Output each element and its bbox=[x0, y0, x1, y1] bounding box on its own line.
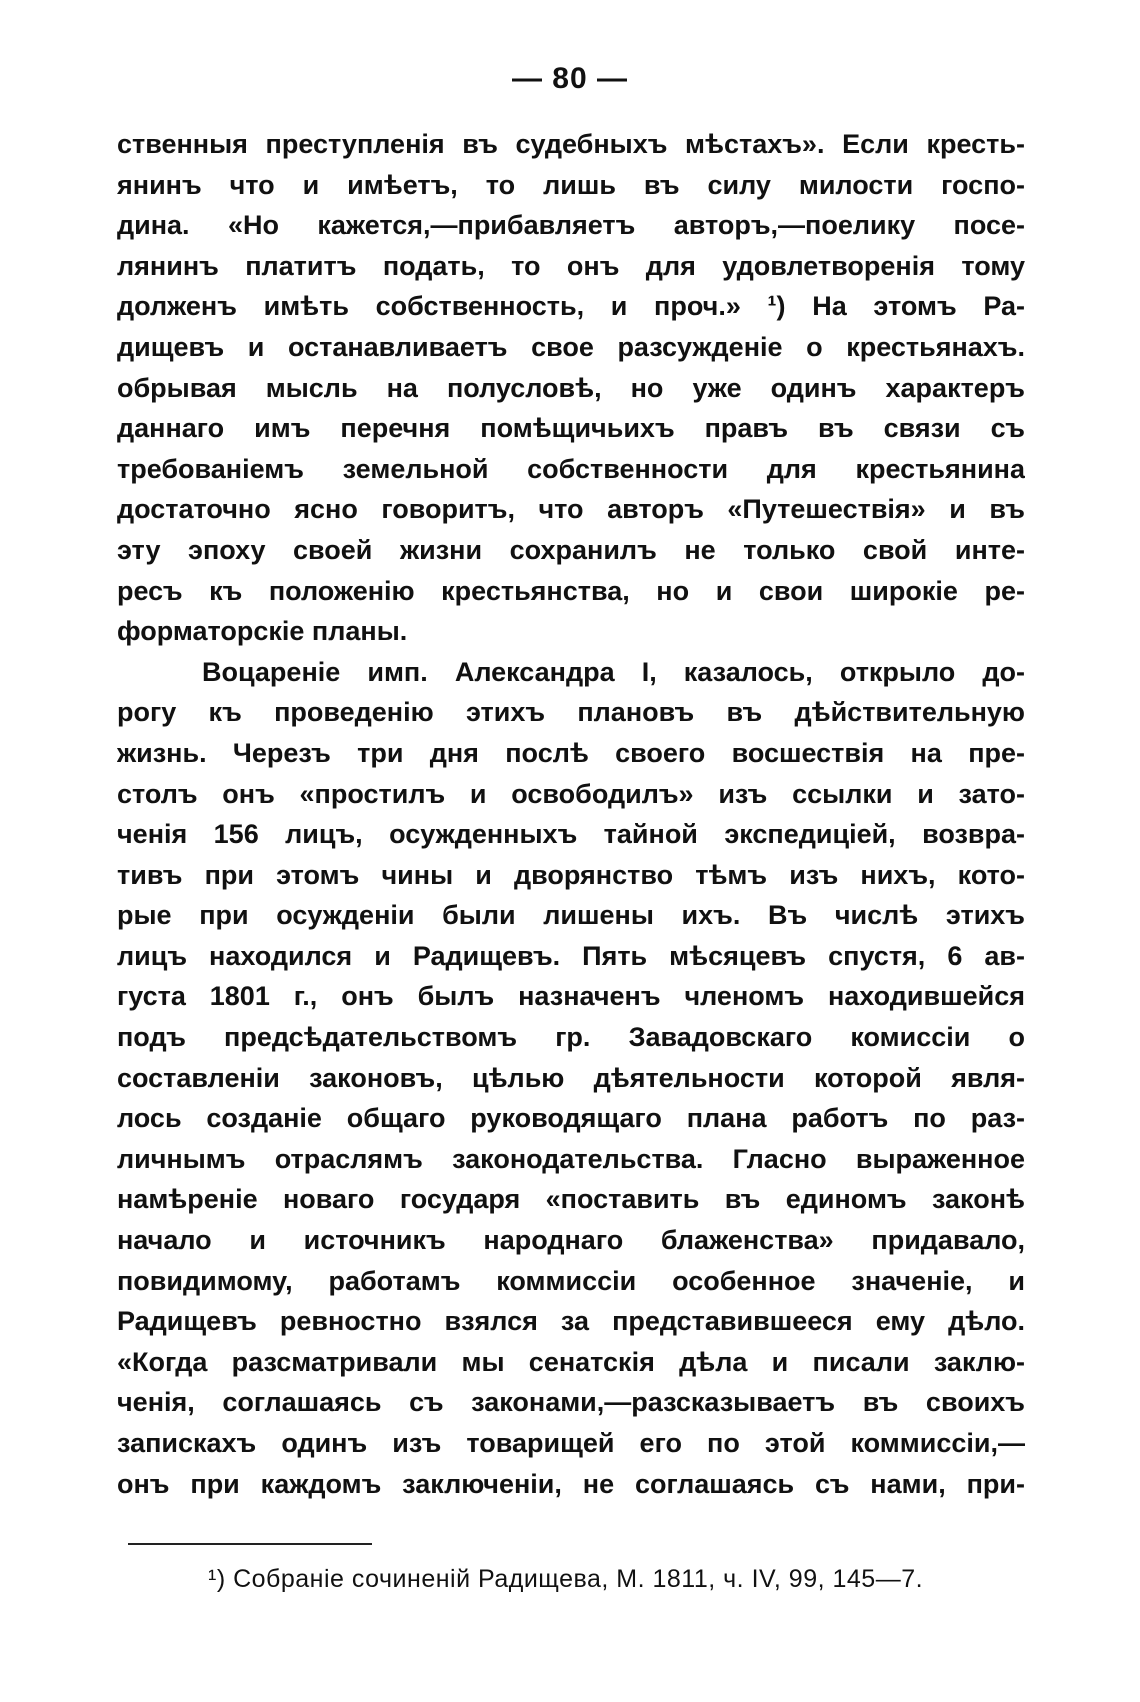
text-line: жизнь. Черезъ три дня послѣ своего восшествія на пре- bbox=[117, 737, 1025, 768]
text-line: ресъ къ положенію крестьянства, но и свои широкіе ре- bbox=[117, 575, 1025, 606]
text-line: густа 1801 г., онъ былъ назначенъ членомъ находившейся bbox=[117, 981, 1025, 1012]
text-line: лянинъ платитъ подать, то онъ для удовлетворенія тому bbox=[117, 250, 1025, 281]
text-line: подъ предсѣдательствомъ гр. Завадовскаго комиссіи о bbox=[117, 1022, 1025, 1053]
text-line: дищевъ и останавливаетъ свое разсужденіе о крестьянахъ. bbox=[117, 331, 1025, 362]
text-line: янинъ что и имѣетъ, то лишь въ силу милости госпо- bbox=[117, 169, 1025, 200]
text-line: онъ при каждомъ заключеніи, не соглашаясь съ нами, при- bbox=[117, 1468, 1025, 1499]
text-line: рогу къ проведенію этихъ плановъ въ дѣйствительную bbox=[117, 697, 1025, 728]
text-line: лось созданіе общаго руководящаго плана работъ по раз- bbox=[117, 1103, 1025, 1134]
text-line: личнымъ отраслямъ законодательства. Гласно выраженное bbox=[117, 1143, 1025, 1174]
text-line: ственныя преступленія въ судебныхъ мѣстахъ». Если кресть- bbox=[117, 129, 1025, 159]
page-number: — 80 — bbox=[511, 62, 629, 95]
text-line: тивъ при этомъ чины и дворянство тѣмъ изъ нихъ, кото- bbox=[117, 859, 1025, 890]
text-line: Воцареніе имп. Александра I, казалось, открыло до- bbox=[202, 656, 1025, 687]
text-line: форматорскіе планы. bbox=[117, 616, 408, 647]
text-line: запискахъ одинъ изъ товарищей его по этой коммиссіи,— bbox=[117, 1428, 1025, 1458]
text-line: долженъ имѣть собственность, и проч.» ¹) На этомъ Ра- bbox=[117, 291, 1025, 322]
footnote: ¹) Собраніе сочиненій Радищева, М. 1811, ч. IV, 99, 145—7. bbox=[208, 1565, 924, 1593]
text-line: начало и источникъ народнаго блаженства» придавало, bbox=[117, 1225, 1025, 1256]
text-line: лицъ находился и Радищевъ. Пять мѣсяцевъ спустя, 6 ав- bbox=[117, 940, 1025, 971]
text-line: ченія 156 лицъ, осужденныхъ тайной экспедиціей, возвра- bbox=[117, 819, 1025, 850]
text-line: требованіемъ земельной собственности для крестьянина bbox=[117, 453, 1025, 484]
text-line: составленіи законовъ, цѣлью дѣятельности которой явля- bbox=[117, 1062, 1025, 1093]
text-line: достаточно ясно говоритъ, что авторъ «Путешествія» и въ bbox=[117, 494, 1025, 525]
text-line: столъ онъ «простилъ и освободилъ» изъ ссылки и зато- bbox=[117, 778, 1025, 809]
text-line: «Когда разсматривали мы сенатскія дѣла и писали заклю- bbox=[117, 1346, 1025, 1377]
text-line: намѣреніе новаго государя «поставить въ единомъ законѣ bbox=[117, 1184, 1025, 1215]
text-line: обрывая мысль на полусловѣ, но уже одинъ характеръ bbox=[117, 372, 1025, 403]
text-line: рые при осужденіи были лишены ихъ. Въ числѣ этихъ bbox=[117, 900, 1025, 931]
text-line: эту эпоху своей жизни сохранилъ не только свой инте- bbox=[117, 534, 1025, 565]
text-line: ченія, соглашаясь съ законами,—разсказываетъ въ своихъ bbox=[117, 1387, 1025, 1418]
text-line: дина. «Но кажется,—прибавляетъ авторъ,—поелику посе- bbox=[117, 210, 1025, 241]
text-line: Радищевъ ревностно взялся за представившееся ему дѣло. bbox=[117, 1306, 1025, 1337]
text-line: повидимому, работамъ коммиссіи особенное значеніе, и bbox=[117, 1265, 1025, 1296]
footnote-divider bbox=[128, 1543, 372, 1545]
main-text bbox=[117, 124, 1025, 1504]
text-line: даннаго имъ перечня помѣщичьихъ правъ въ связи съ bbox=[117, 413, 1025, 444]
